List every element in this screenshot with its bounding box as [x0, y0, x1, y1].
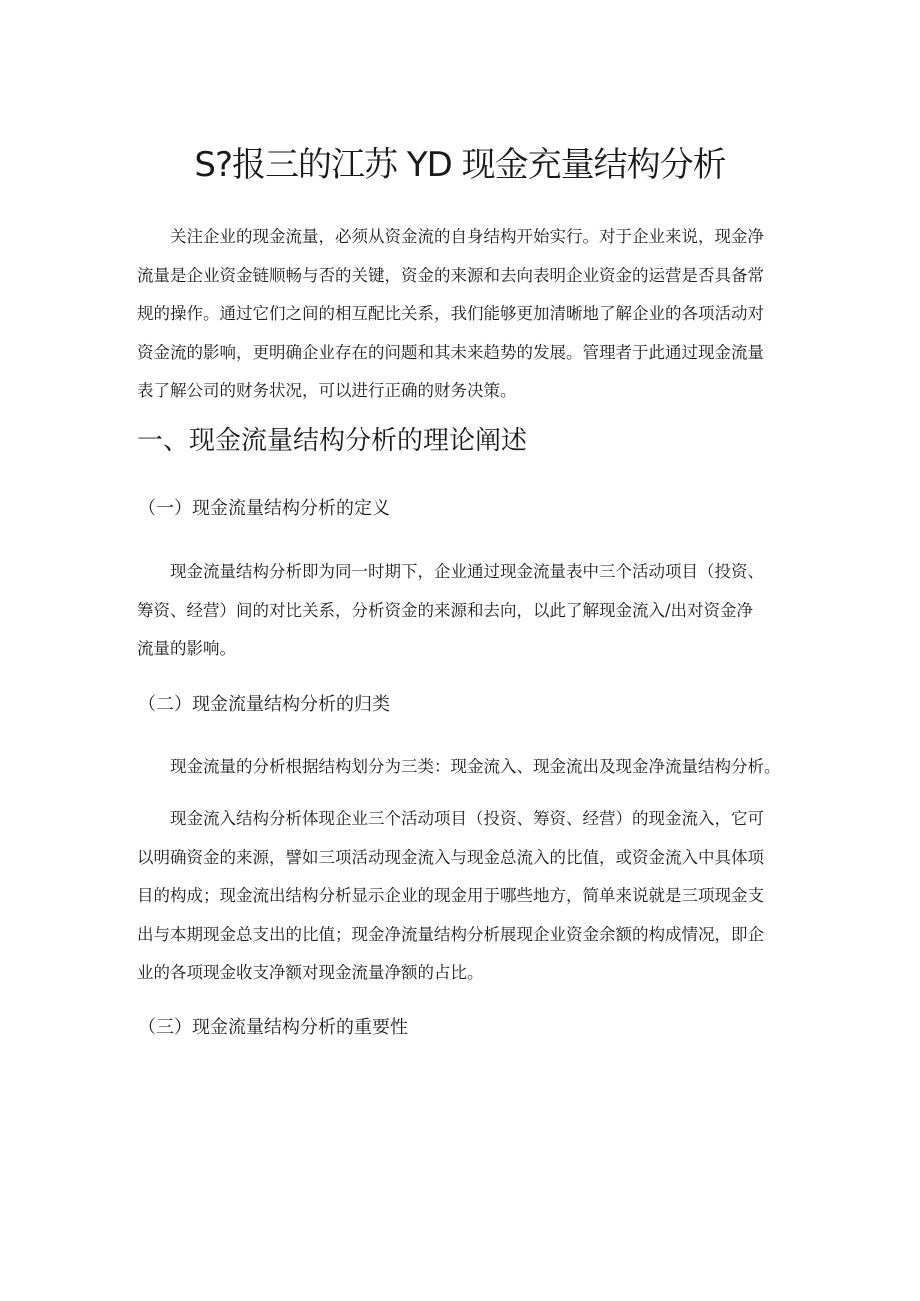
intro-line: 表了解公司的财务状况，可以进行正确的财务决策。	[137, 381, 517, 400]
classification-line: 现金流入结构分析体现企业三个活动项目（投资、筹资、经营）的现金流入，它可	[170, 809, 764, 828]
intro-line: 规的操作。通过它们之间的相互配比关系，我们能够更加清晰地了解企业的各项活动对	[137, 304, 764, 323]
subsection-heading-importance: （三）现金流量结构分析的重要性	[138, 1017, 408, 1038]
definition-line: 流量的影响。	[137, 639, 236, 658]
intro-line: 关注企业的现金流量，必须从资金流的自身结构开始实行。对于企业来说，现金净	[170, 227, 764, 246]
intro-paragraph	[137, 218, 797, 411]
classification-paragraph-1	[137, 748, 797, 787]
intro-line: 流量是企业资金链顺畅与否的关键，资金的来源和去向表明企业资金的运营是否具备常	[137, 265, 764, 285]
classification-line: 出与本期现金总支出的比值；现金净流量结构分析展现企业资金余额的构成情况，即企	[137, 924, 764, 944]
classification-line: 以明确资金的来源，譬如三项活动现金流入与现金总流入的比值，或资金流入中具体项	[137, 847, 764, 867]
document-title: S?报三的江苏 YD 现金充量结构分析	[194, 145, 726, 185]
definition-line: 现金流量结构分析即为同一时期下，企业通过现金流量表中三个活动项目（投资、	[170, 562, 764, 581]
subsection-heading-definition: （一）现金流量结构分析的定义	[138, 498, 390, 519]
definition-line: 筹资、经营）间的对比关系，分析资金的来源和去向，以此了解现金流入/出对资金净	[137, 600, 754, 620]
classification-line: 现金流量的分析根据结构划分为三类：现金流入、现金流出及现金净流量结构分析。	[170, 757, 781, 776]
classification-paragraph-2	[137, 800, 797, 993]
classification-line: 业的各项现金收支净额对现金流量净额的占比。	[137, 963, 484, 982]
section-heading: 一、现金流量结构分析的理论阐述	[137, 426, 528, 456]
intro-line: 资金流的影响，更明确企业存在的问题和其未来趋势的发展。管理者于此通过现金流量	[137, 342, 764, 362]
classification-line: 目的构成；现金流出结构分析显示企业的现金用于哪些地方，简单来说就是三项现金支	[137, 886, 764, 905]
subsection-heading-classification: （二）现金流量结构分析的归类	[138, 694, 390, 715]
definition-paragraph	[137, 553, 797, 669]
